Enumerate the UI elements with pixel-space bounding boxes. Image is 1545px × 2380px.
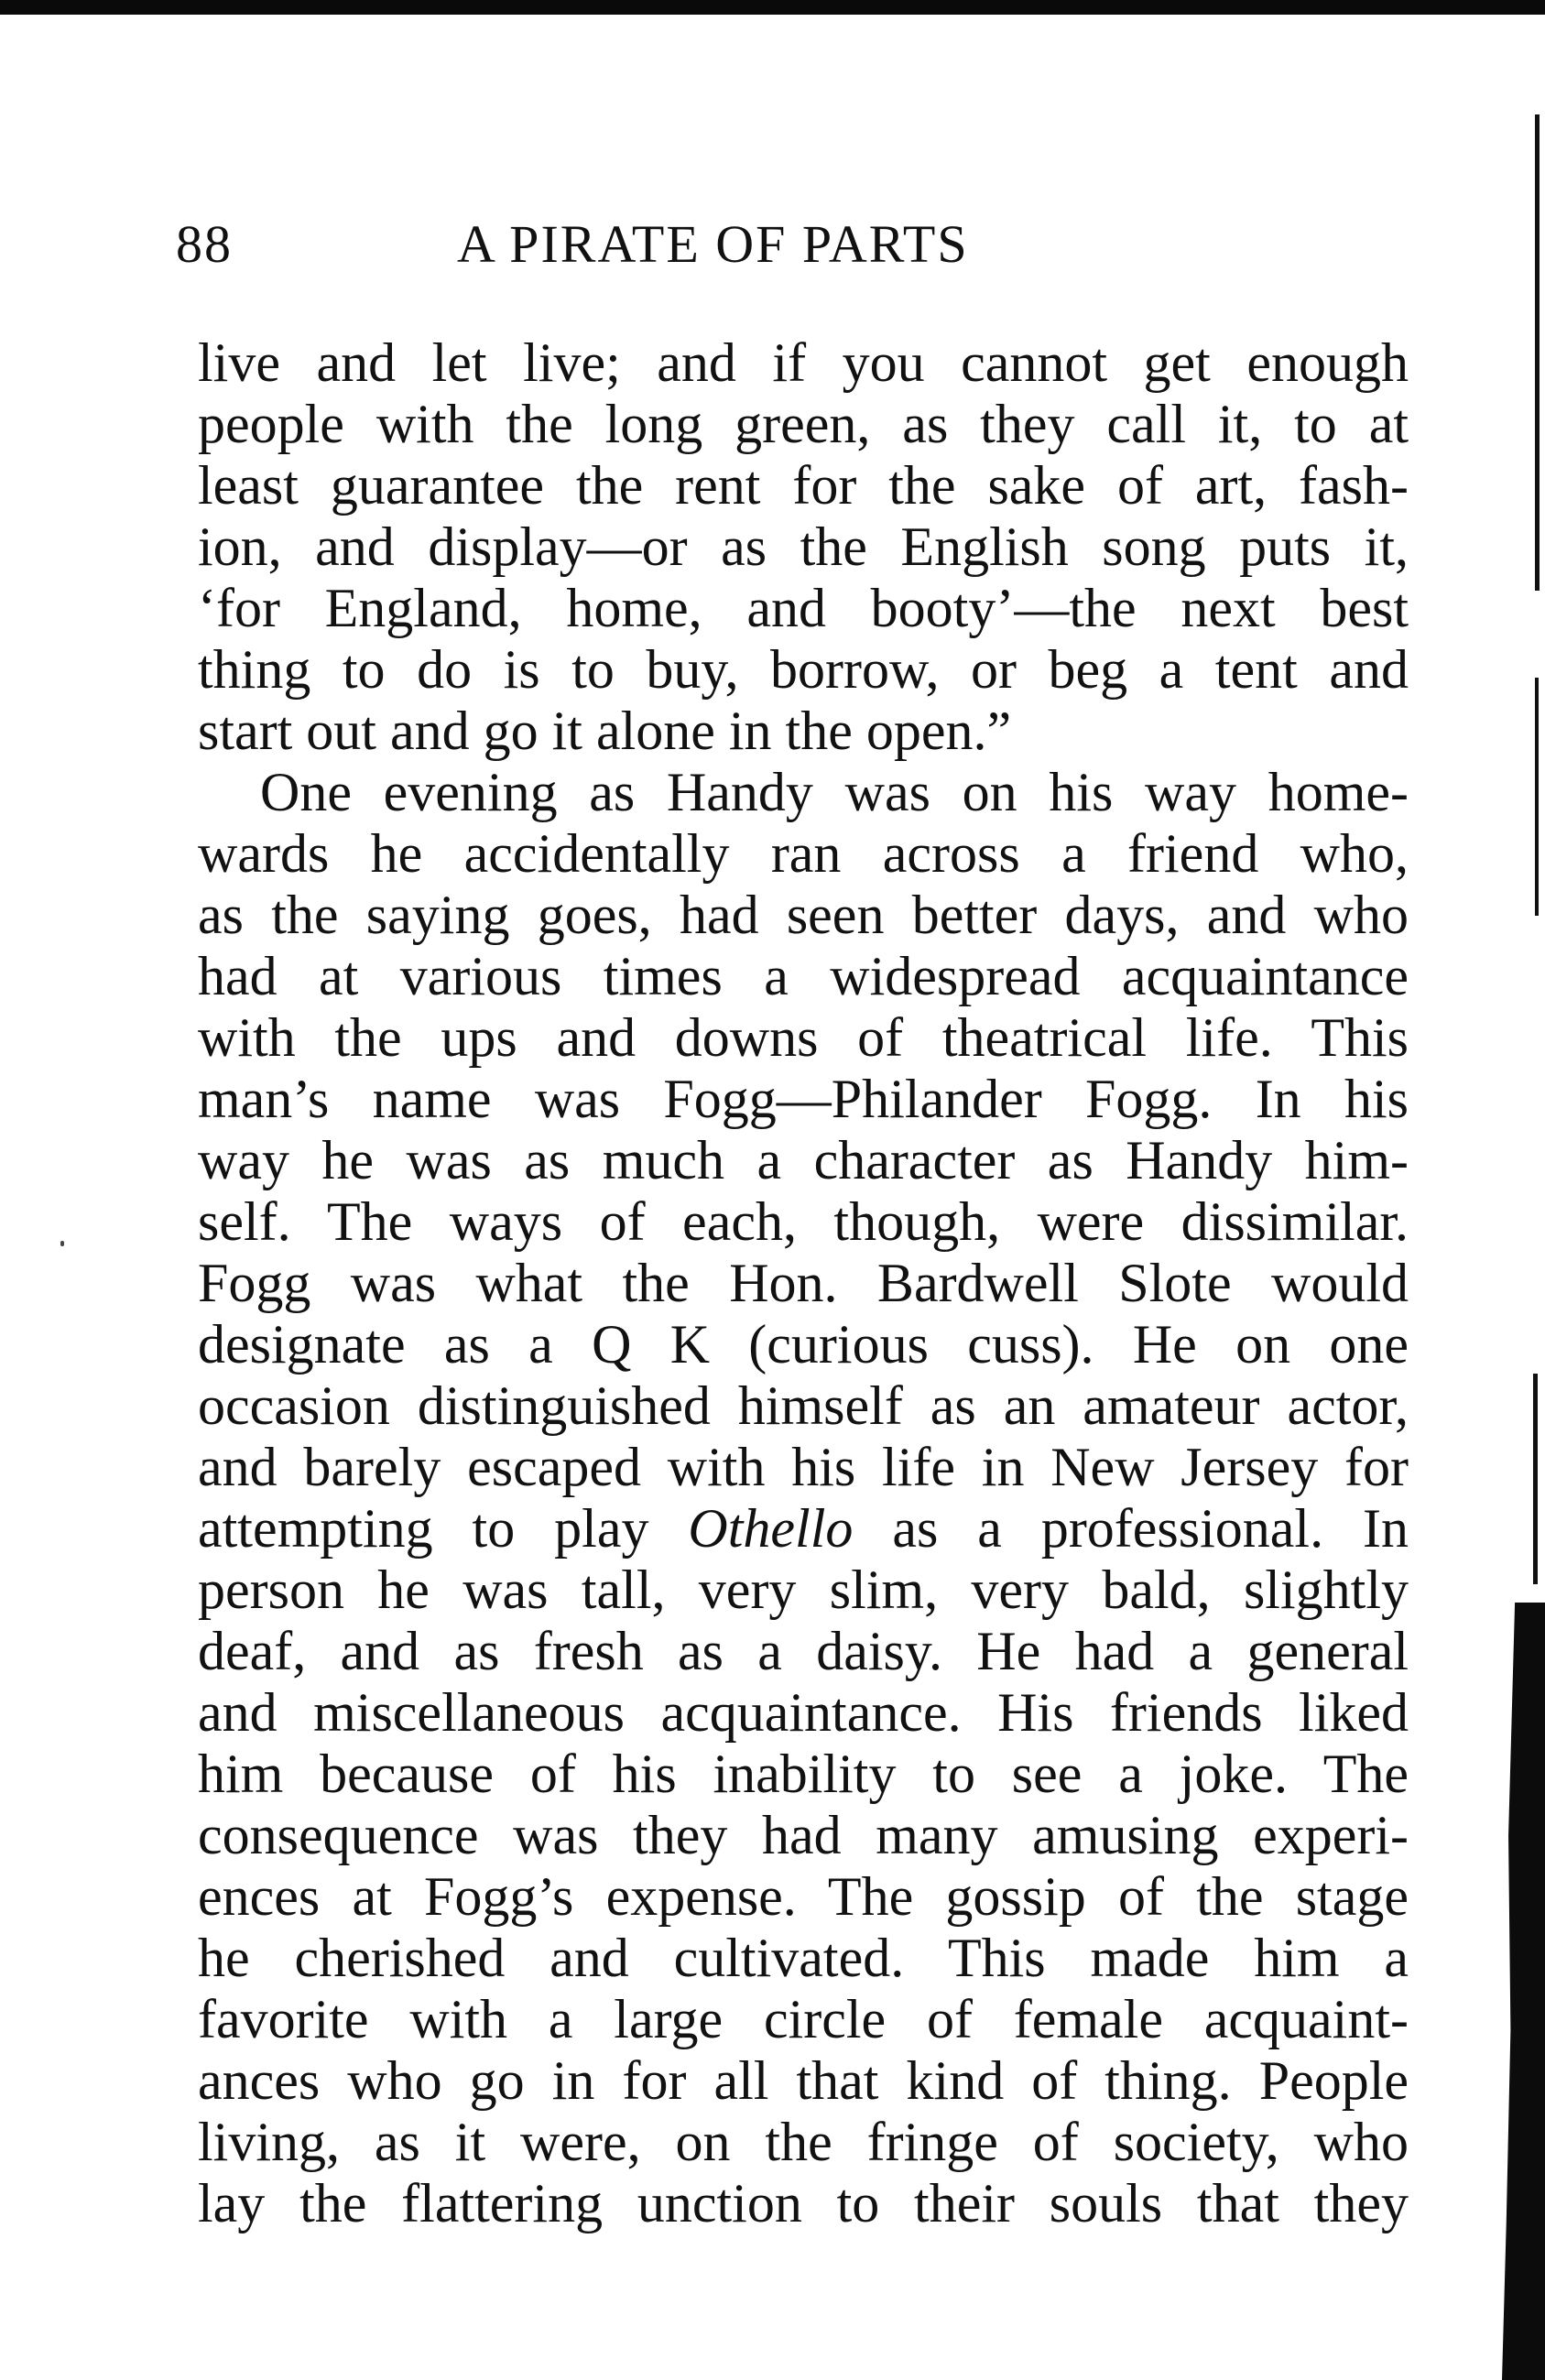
italic-title-othello: Othello	[688, 1498, 854, 1559]
text-line: start out and go it alone in the open.”	[198, 701, 1012, 761]
top-border-rule	[0, 0, 1545, 15]
text-line: wards he accidentally ran across a friend who,	[198, 823, 1409, 884]
scan-speck	[60, 1241, 64, 1246]
text-line: person he was tall, very slim, very bald, slightly	[198, 1559, 1409, 1620]
text-line: thing to do is to buy, borrow, or beg a tent and	[198, 639, 1409, 700]
text-segment: attempting to play	[198, 1498, 649, 1559]
text-line: ences at Fogg’s expense. The gossip of the stage	[198, 1866, 1409, 1927]
scan-edge-line	[1535, 678, 1539, 916]
text-line: and miscellaneous acquaintance. His friends liked	[198, 1682, 1409, 1743]
text-line: people with the long green, as they call it, to at	[198, 394, 1409, 454]
text-line: designate as a Q K (curious cuss). He on one	[198, 1314, 1409, 1375]
text-line: as the saying goes, had seen better days, and who	[198, 885, 1409, 945]
text-line: lay the flattering unction to their souls that they	[198, 2173, 1409, 2233]
text-line: and barely escaped with his life in New Jersey for	[198, 1437, 1409, 1497]
text-line: self. The ways of each, though, were dissimilar.	[198, 1191, 1409, 1252]
text-line: deaf, and as fresh as a daisy. He had a general	[198, 1621, 1409, 1681]
scan-edge-line	[1533, 1374, 1538, 1584]
text-line: ances who go in for all that kind of thing. People	[198, 2050, 1409, 2111]
text-line: man’s name was Fogg—Philander Fogg. In his	[198, 1069, 1409, 1129]
text-line: way he was as much a character as Handy him-	[198, 1130, 1409, 1190]
scan-edge-shadow	[1502, 1603, 1545, 2380]
text-line: live and let live; and if you cannot get enough	[198, 332, 1409, 393]
text-line: ‘for England, home, and booty’—the next best	[198, 578, 1409, 638]
text-line: consequence was they had many amusing experi-	[198, 1805, 1409, 1865]
text-line: ion, and display—or as the English song puts it,	[198, 516, 1409, 577]
text-line: had at various times a widespread acquaintance	[198, 946, 1409, 1006]
text-line: occasion distinguished himself as an amateur actor,	[198, 1375, 1409, 1436]
text-line: he cherished and cultivated. This made him a	[198, 1928, 1409, 1988]
running-title: A PIRATE OF PARTS	[457, 214, 969, 274]
page-header	[176, 212, 1183, 277]
body-text	[198, 332, 1409, 2234]
text-segment: as a professional. In	[892, 1498, 1409, 1559]
text-line: with the ups and downs of theatrical life. This	[198, 1007, 1409, 1068]
text-line: him because of his inability to see a joke. The	[198, 1744, 1409, 1804]
paragraph-start-line: One evening as Handy was on his way home-	[260, 762, 1409, 822]
text-line: living, as it were, on the fringe of society, who	[198, 2112, 1409, 2172]
text-line-with-italic	[198, 1498, 1409, 1559]
page-number: 88	[176, 214, 233, 274]
text-line: Fogg was what the Hon. Bardwell Slote would	[198, 1253, 1409, 1313]
scan-edge-line	[1535, 114, 1540, 591]
text-line: least guarantee the rent for the sake of art, fash-	[198, 455, 1409, 516]
text-line: favorite with a large circle of female acquaint-	[198, 1989, 1409, 2049]
